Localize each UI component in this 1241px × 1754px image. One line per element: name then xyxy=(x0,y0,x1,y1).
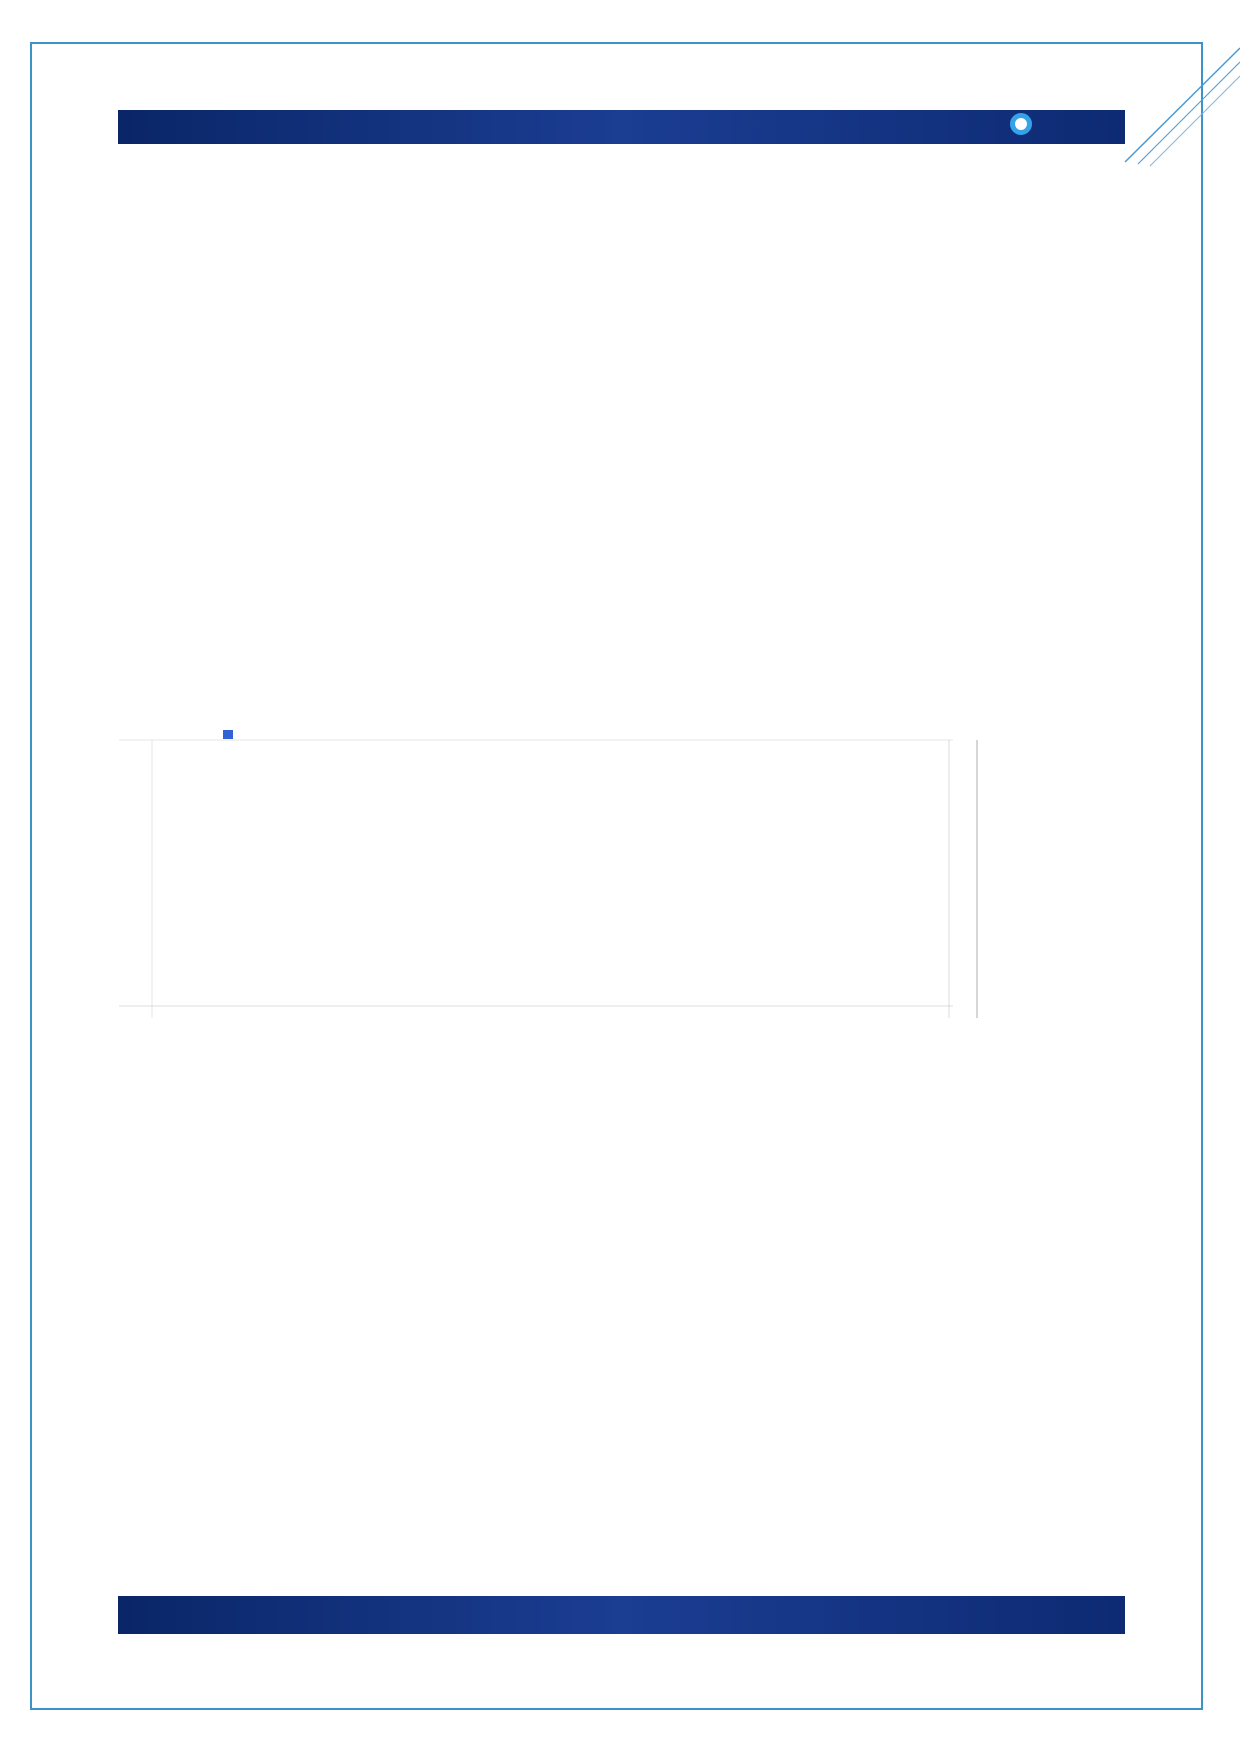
brand-mark-icon xyxy=(1010,113,1032,135)
day-tab-highlight xyxy=(223,730,233,739)
corner-decoration xyxy=(1120,40,1240,170)
brand-logo xyxy=(1010,113,1038,135)
pta-chart-screenshot xyxy=(119,728,1124,1020)
header-band xyxy=(118,110,1125,144)
chart-svg xyxy=(119,728,1124,1020)
footer-band xyxy=(118,1596,1125,1634)
